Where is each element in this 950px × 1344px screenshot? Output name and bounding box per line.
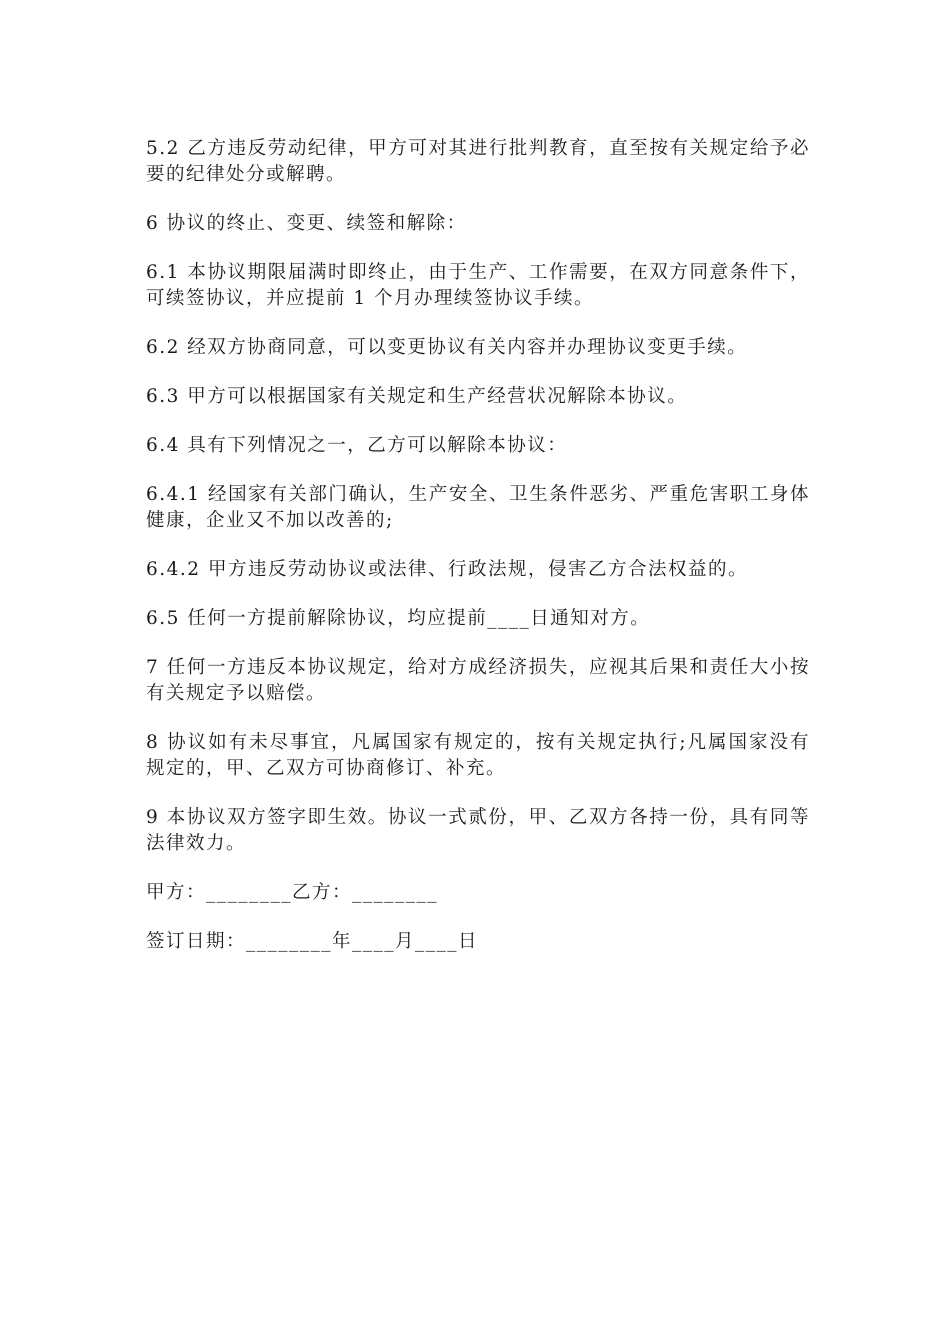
clause-8: 8 协议如有未尽事宜，凡属国家有规定的，按有关规定执行;凡属国家没有规定的，甲、乙双方可协商修订、补充。 <box>146 732 810 779</box>
clause-6-1: 6.1 本协议期限届满时即终止，由于生产、工作需要，在双方同意条件下，可续签协议，并应提前 1 个月办理续签协议手续。 <box>146 262 810 309</box>
clause-6-5: 6.5 任何一方提前解除协议，均应提前____日通知对方。 <box>146 608 651 629</box>
clause-6-2: 6.2 经双方协商同意，可以变更协议有关内容并办理协议变更手续。 <box>146 337 748 358</box>
clause-7: 7 任何一方违反本协议规定，给对方成经济损失，应视其后果和责任大小按有关规定予以赔偿。 <box>146 657 810 704</box>
clause-6-4: 6.4 具有下列情况之一，乙方可以解除本协议： <box>146 435 568 456</box>
clause-6-3: 6.3 甲方可以根据国家有关规定和生产经营状况解除本协议。 <box>146 386 688 407</box>
clause-6-4-1: 6.4.1 经国家有关部门确认，生产安全、卫生条件恶劣、严重危害职工身体健康，企业又不加以改善的; <box>146 484 810 531</box>
clause-5-2: 5.2 乙方违反劳动纪律，甲方可对其进行批判教育，直至按有关规定给予必要的纪律处分或解聘。 <box>146 138 810 185</box>
clause-6-heading: 6 协议的终止、变更、续签和解除： <box>146 213 467 234</box>
document-page <box>146 136 810 978</box>
clause-9: 9 本协议双方签字即生效。协议一式贰份，甲、乙双方各持一份，具有同等法律效力。 <box>146 807 810 854</box>
date-line: 签订日期：________年____月____日 <box>146 931 479 952</box>
signature-line: 甲方：________乙方：________ <box>146 882 439 903</box>
clause-6-4-2: 6.4.2 甲方违反劳动协议或法律、行政法规，侵害乙方合法权益的。 <box>146 559 748 580</box>
